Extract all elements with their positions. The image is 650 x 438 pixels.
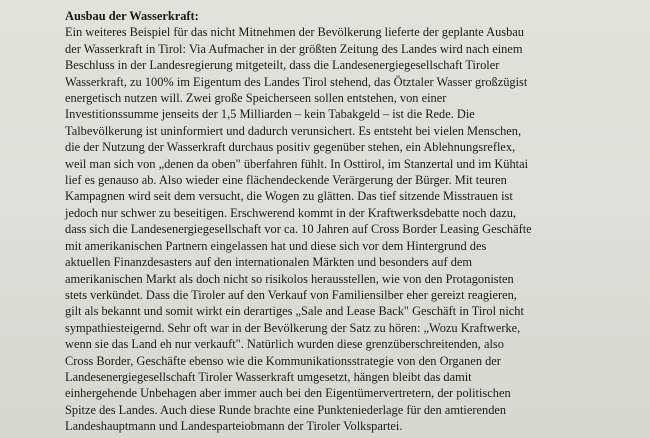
article-heading: Ausbau der Wasserkraft: (65, 9, 199, 23)
text-line: jedoch nur schwer zu beseitigen. Erschwerend kommt in der Kraftwerksdebatte noch dazu, (65, 205, 517, 220)
text-line: Ein weiteres Beispiel für das nicht Mitnehmen der Bevölkerung lieferte der geplante Ausbau (65, 25, 524, 40)
text-line: Landeshauptmann und Landesparteiobmann der Tiroler Volkspartei. (65, 419, 403, 434)
paragraph (65, 24, 645, 434)
text-line: Beschluss in der Landesregierung mitgeteilt, dass die Landesenergiegesellschaft Tiroler (65, 58, 500, 73)
text-line: der Wasserkraft in Tirol: Via Aufmacher in der größten Zeitung des Landes wird nach einem (65, 41, 523, 56)
text-line: energetisch nutzen will. Zwei große Speicherseen sollen entstehen, von einer (65, 91, 447, 106)
text-line: aktuellen Finanzdesasters auf den internationalen Märkten und besonders auf dem (65, 255, 473, 270)
text-line: lief es genauso ab. Also wieder eine flächendeckende Verärgerung der Bürger. Mit teuren (65, 173, 507, 188)
text-line: Landesenergiegesellschaft Tiroler Wasserkraft umgesetzt, hängen bleibt das damit (65, 369, 472, 384)
text-line: Wasserkraft, zu 100% im Eigentum des Landes Tirol stehend, das Ötztaler Wasser großzügist (65, 74, 528, 89)
text-line: dass sich die Landesenergiegesellschaft vor ca. 10 Jahren auf Cross Border Leasing Geschäfte (65, 222, 532, 237)
text-line: Investitionssumme jenseits der 1,5 Milliarden – kein Tabakgeld – ist die Rede. Die (65, 107, 475, 122)
text-line: sympathiesteigernd. Sehr oft war in der Bevölkerung der Satz zu hören: „Wozu Kraftwerke, (65, 320, 521, 335)
text-line: stets verkündet. Dass die Tiroler auf den Verkauf von Familiensilber eher gereizt reagieren, (65, 287, 517, 302)
text-line: Talbevölkerung ist uninformiert und dadurch verunsichert. Es entsteht bei vielen Menschen, (65, 123, 522, 138)
text-line: mit amerikanischen Partnern eingelassen hat und diese sich vor dem Hintergrund des (65, 238, 487, 253)
text-line: einhergehende Unbehagen aber immer auch bei den Eigentümervertretern, der politischen (65, 386, 511, 401)
text-line: Spitze des Landes. Auch diese Runde brachte eine Punkteniederlage für den amtierenden (65, 402, 507, 417)
text-line: Kampagnen wird seit dem versucht, die Wogen zu glätten. Das tief sitzende Misstrauen ist (65, 189, 513, 204)
text-line: gilt als bekannt und somit wirkt ein derartiges „Sale and Lease Back" Geschäft in Tirol nicht (65, 304, 524, 319)
article-body (65, 8, 645, 435)
text-line: die der Nutzung der Wasserkraft durchaus positiv gegenüber stehen, ein Ablehnungsreflex, (65, 140, 516, 155)
text-line: wenn sie das Land eh nur verkauft". Natürlich wurden diese grenzüberschreitenden, also (65, 337, 504, 352)
text-line: amerikanischen Markt als doch nicht so risikolos herausstellen, wie von den Protagonisten (65, 271, 514, 286)
text-line: Cross Border, Geschäfte ebenso wie die Kommunikationsstrategie von den Organen der (65, 353, 501, 368)
text-line: weil man sich von „denen da oben" überfahren fühlt. In Osttirol, im Stanzertal und im Kühtai (65, 156, 529, 171)
